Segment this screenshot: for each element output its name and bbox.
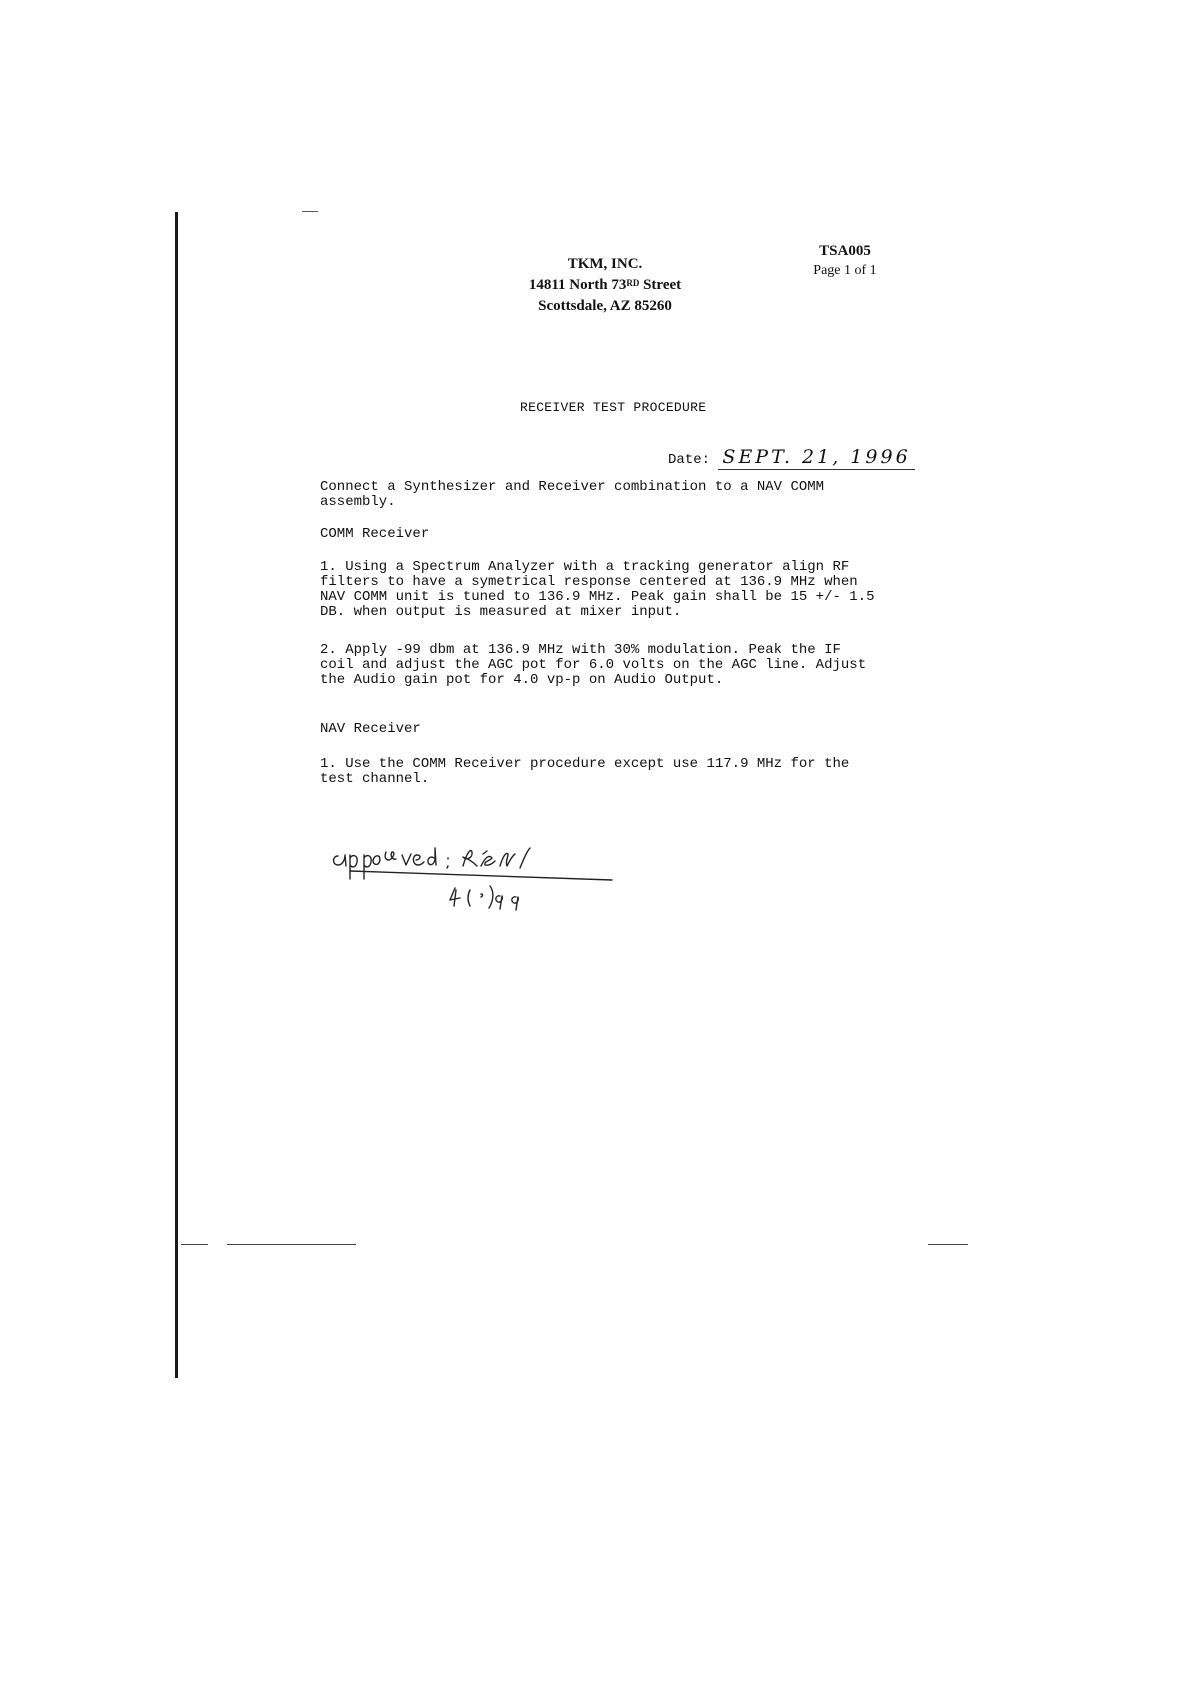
letterhead <box>470 254 740 317</box>
doc-reference <box>790 242 900 280</box>
doc-id: TSA005 <box>819 243 871 259</box>
scan-line <box>928 1244 968 1245</box>
scan-line <box>181 1244 208 1245</box>
page-title: RECEIVER TEST PROCEDURE <box>520 400 707 415</box>
scan-line <box>299 1244 356 1245</box>
comm-step-2: 2. Apply -99 dbm at 136.9 MHz with 30% modulation. Peak the IF coil and adjust the AGC pot for 6.0 volts on the AGC line. Adjust the Audio gain pot for 4.0 vp-p on Audio Output. <box>320 642 867 688</box>
handwritten-date: SEPT. 21, 1996 <box>718 446 914 470</box>
company-city: Scottsdale, AZ 85260 <box>538 298 672 314</box>
approval-signature <box>330 840 650 920</box>
company-name: TKM, INC. <box>567 256 643 272</box>
comm-receiver-heading: COMM Receiver <box>320 526 430 542</box>
intro-paragraph: Connect a Synthesizer and Receiver combination to a NAV COMM assembly. <box>320 479 825 510</box>
company-address: 14811 North 73RD Street <box>528 277 682 293</box>
signature-drawing <box>330 840 650 920</box>
date-line <box>668 446 915 468</box>
comm-step-1: 1. Using a Spectrum Analyzer with a tracking generator align RF filters to have a symetrical response centered at 136.9 MHz when NAV COMM unit is tuned to 136.9 MHz. Peak gain shall be 15 +/- 1.5 DB. when output is measured at mixer input. <box>320 559 875 620</box>
scan-border-left <box>175 212 178 1378</box>
scan-line <box>227 1244 299 1245</box>
nav-step-1: 1. Use the COMM Receiver procedure except use 117.9 MHz for the test channel. <box>320 756 850 787</box>
page-number: Page 1 of 1 <box>813 263 877 278</box>
date-label: Date: <box>668 452 711 468</box>
scan-mark-top <box>302 211 318 212</box>
nav-receiver-heading: NAV Receiver <box>320 721 421 737</box>
